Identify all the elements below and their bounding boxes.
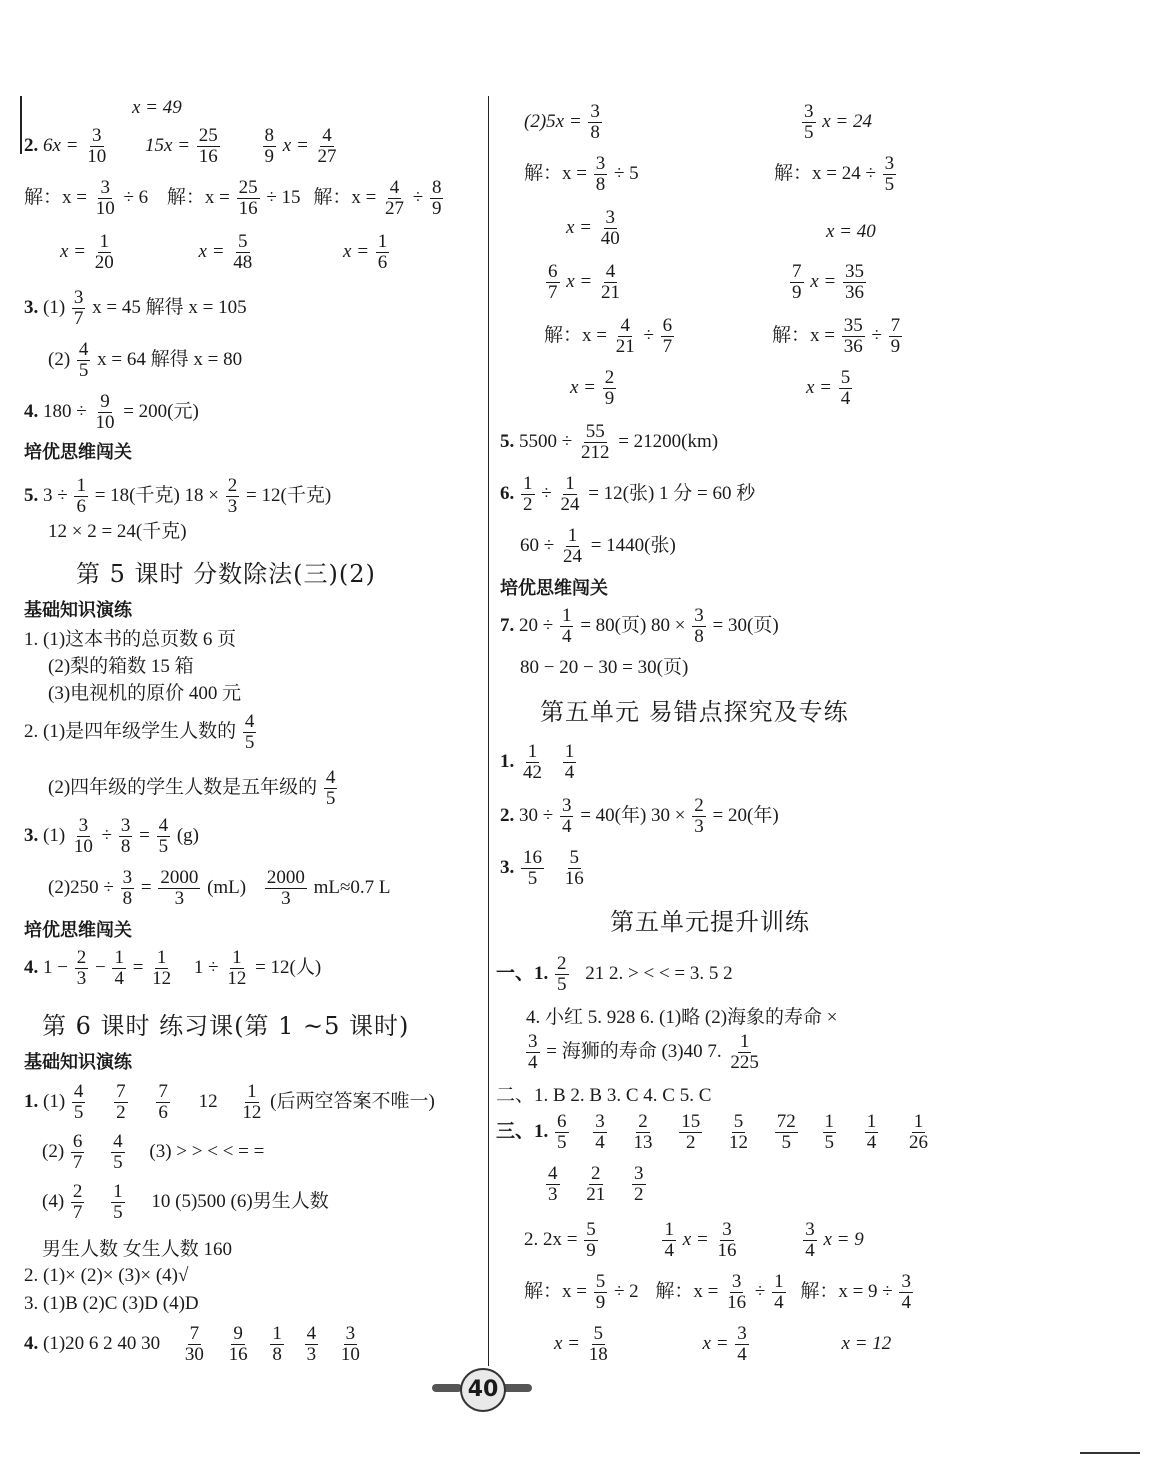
fraction: $\frac{7}{6}$ (158, 1081, 168, 1123)
fraction: $\frac{9}{10}$ (95, 391, 115, 433)
fraction: $\frac{1}{5}$ (113, 1181, 123, 1223)
section-heading: 培优思维闯关 (24, 442, 132, 463)
fraction: $\frac{1}{12}$ (227, 947, 247, 989)
question-2-result: x = $\frac{1}{20}$ x = $\frac{5}{48}$ x = $\frac{1}{6}$ (60, 231, 388, 273)
fraction: $\frac{2000}{3}$ (266, 867, 305, 909)
r-line-3: x = $\frac{3}{40}$ (566, 207, 620, 249)
fraction: $\frac{3}{4}$ (901, 1271, 911, 1313)
section-heading: 培优思维闯关 (24, 920, 132, 941)
fraction: $\frac{3}{40}$ (600, 207, 620, 249)
fraction: $\frac{4}{5}$ (325, 767, 336, 809)
fraction: $\frac{1}{20}$ (94, 231, 114, 273)
lesson6-q3: 3. (1)B (2)C (3)D (4)D (24, 1293, 199, 1314)
r-line-4: $\frac{6}{7}$ x = $\frac{4}{21}$ (548, 261, 621, 303)
fraction: $\frac{5}{4}$ (840, 367, 851, 409)
fraction: $\frac{3}{8}$ (120, 815, 131, 857)
fraction: $\frac{3}{4}$ (595, 1111, 605, 1153)
fraction: $\frac{3}{7}$ (73, 287, 84, 329)
fraction: $\frac{1}{12}$ (152, 947, 172, 989)
lesson5-q3-b: (2)250 ÷ $\frac{3}{8}$ = $\frac{2000}{3}$ (mL) $\frac{2000}{3}$ mL≈0.7 L (48, 867, 391, 909)
fraction: $\frac{4}{27}$ (385, 177, 405, 219)
fraction: $\frac{4}{5}$ (73, 1081, 84, 1123)
fraction: $\frac{7}{9}$ (792, 261, 802, 303)
training-part-3c: 2. 2x = $\frac{5}{9}$ $\frac{1}{4}$ x = $\frac{3}{16}$ $\frac{3}{4}$ x = 9 (524, 1219, 864, 1261)
fraction: $\frac{8}{9}$ (264, 125, 275, 167)
page-number (432, 1366, 532, 1410)
fraction: $\frac{1}{5}$ (824, 1111, 835, 1153)
corner-line (1080, 1452, 1140, 1454)
r-question-7b: 80 − 20 − 30 = 30(页) (520, 657, 689, 678)
lesson6-q1-d: 男生人数 女生人数 160 (42, 1239, 233, 1260)
training-part-3: 三、1. $\frac{6}{5}$ $\frac{3}{4}$ $\frac{2}{13}$ $\frac{15}{2}$ $\frac{5}{12}$ $\frac{72}{5}$ $\frac{1}{5}$ $\frac{1}{4}$ $\frac{1}{26}$ (496, 1111, 929, 1153)
fraction: $\frac{2}{7}$ (72, 1181, 83, 1223)
fraction: $\frac{25}{16}$ (238, 177, 258, 219)
r-line-2: 解：x = $\frac{3}{8}$ ÷ 5 (524, 153, 639, 195)
fraction: $\frac{2}{3}$ (76, 947, 87, 989)
section-heading: 基础知识演练 (24, 600, 132, 621)
fraction: $\frac{5}{16}$ (564, 847, 584, 889)
question-2-solution: 解：x = $\frac{3}{10}$ ÷ 6 解：x = $\frac{25}{16}$ ÷ 15 解：x = $\frac{4}{27}$ ÷ $\frac{8}{9}$ (24, 177, 442, 219)
lesson5-q4: 4. 1 − $\frac{2}{3}$ − $\frac{1}{4}$ = $\frac{1}{12}$ 1 ÷ $\frac{1}{12}$ = 12(人) (24, 947, 322, 989)
fraction: $\frac{1}{4}$ (664, 1219, 674, 1261)
lesson5-q1-b: (2)梨的箱数 15 箱 (48, 656, 194, 677)
training-part-3d: 解：x = $\frac{5}{9}$ ÷ 2 解：x = $\frac{3}{16}$ ÷ $\frac{1}{4}$ 解：x = 9 ÷ $\frac{3}{4}$ (524, 1271, 911, 1313)
fraction: $\frac{55}{212}$ (580, 421, 610, 463)
lesson5-q1-a: 1. (1)这本书的总页数 6 页 (24, 629, 237, 650)
page-number-ornament-right (502, 1384, 532, 1392)
training-part-1: 一、1. $\frac{2}{5}$ 21 2. > < < = 3. 5 2 (496, 953, 733, 995)
fraction: $\frac{8}{9}$ (431, 177, 442, 219)
column-divider (488, 96, 489, 1366)
fraction: $\frac{5}{18}$ (588, 1323, 608, 1365)
fraction: $\frac{1}{8}$ (272, 1323, 282, 1365)
fraction: $\frac{2}{3}$ (694, 795, 704, 837)
lesson5-q1-c: (3)电视机的原价 400 元 (48, 683, 242, 704)
fraction: $\frac{1}{2}$ (523, 473, 533, 515)
r-line-1: (2)5x = $\frac{3}{8}$ (524, 101, 600, 143)
fraction: $\frac{9}{16}$ (228, 1323, 248, 1365)
fraction: $\frac{5}{9}$ (595, 1271, 606, 1313)
fraction: $\frac{6}{5}$ (557, 1111, 567, 1153)
question-5: 5. 3 ÷ $\frac{1}{6}$ = 18(千克) 18 × $\frac{2}{3}$ = 12(千克) (24, 475, 332, 517)
fraction: $\frac{1}{6}$ (377, 231, 388, 273)
fraction: $\frac{4}{27}$ (317, 125, 337, 167)
r-line-4b: $\frac{7}{9}$ x = $\frac{35}{36}$ (792, 261, 865, 303)
lesson6-q2: 2. (1)× (2)× (3)× (4)√ (24, 1265, 189, 1286)
r-question-6b: 60 ÷ $\frac{1}{24}$ = 1440(张) (520, 525, 676, 567)
fraction: $\frac{1}{4}$ (561, 605, 572, 647)
fraction: $\frac{16}{5}$ (523, 847, 542, 889)
r-question-6: 6. $\frac{1}{2}$ ÷ $\frac{1}{24}$ = 12(张) 1 分 = 60 秒 (500, 473, 756, 515)
fraction: $\frac{6}{7}$ (548, 261, 558, 303)
lesson5-q2-b: (2)四年级的学生人数是五年级的 $\frac{4}{5}$ (48, 767, 336, 809)
fraction: $\frac{7}{9}$ (890, 315, 901, 357)
training-part-1c: $\frac{3}{4}$ = 海狮的寿命 (3)40 7. $\frac{1}{225}$ (528, 1031, 759, 1073)
fraction: $\frac{3}{2}$ (634, 1163, 644, 1205)
lesson6-q1-c: (4) $\frac{2}{7}$ $\frac{1}{5}$ 10 (5)500 (6)男生人数 (42, 1181, 329, 1223)
fraction: $\frac{4}{3}$ (306, 1323, 317, 1365)
fraction: $\frac{5}{9}$ (586, 1219, 596, 1261)
unit5-q3: 3. $\frac{16}{5}$ $\frac{5}{16}$ (500, 847, 584, 889)
fraction: $\frac{3}{5}$ (804, 101, 814, 143)
lesson5-q3-a: 3. (1) $\frac{3}{10}$ ÷ $\frac{3}{8}$ = $\frac{4}{5}$ (g) (24, 815, 199, 857)
fraction: $\frac{3}{10}$ (340, 1323, 360, 1365)
question-4: 4. 180 ÷ $\frac{9}{10}$ = 200(元) (24, 391, 199, 433)
question-2: 2. 6x = $\frac{3}{10}$ 15x = $\frac{25}{16}$ $\frac{8}{9}$ x = $\frac{4}{27}$ (24, 125, 337, 167)
fraction: $\frac{5}{12}$ (729, 1111, 749, 1153)
fraction: $\frac{2}{13}$ (633, 1111, 653, 1153)
question-3-2: (2) $\frac{4}{5}$ x = 64 解得 x = 80 (48, 339, 243, 381)
fraction: $\frac{1}{4}$ (866, 1111, 877, 1153)
unit-5-training-title: 第五单元提升训练 (610, 908, 810, 936)
fraction: $\frac{7}{30}$ (184, 1323, 204, 1365)
fraction: $\frac{3}{16}$ (717, 1219, 737, 1261)
fraction: $\frac{6}{7}$ (72, 1131, 83, 1173)
r-question-7: 7. 20 ÷ $\frac{1}{4}$ = 80(页) 80 × $\frac{3}{8}$ = 30(页) (500, 605, 779, 647)
fraction: $\frac{2000}{3}$ (160, 867, 199, 909)
question-3-1: 3. (1) $\frac{3}{7}$ x = 45 解得 x = 105 (24, 287, 247, 329)
fraction: $\frac{4}{3}$ (548, 1163, 558, 1205)
training-part-3b (544, 1164, 648, 1205)
lesson-5-title: 第 5 课时 分数除法(三)(2) (76, 560, 376, 588)
fraction: $\frac{2}{9}$ (604, 367, 615, 409)
fraction: $\frac{1}{26}$ (909, 1111, 929, 1153)
fraction: $\frac{1}{6}$ (76, 475, 86, 517)
answer-line: x = 49 (132, 97, 182, 118)
fraction: $\frac{1}{225}$ (730, 1031, 759, 1073)
fraction: $\frac{6}{7}$ (662, 315, 673, 357)
fraction: $\frac{1}{4}$ (114, 947, 124, 989)
fraction: $\frac{2}{5}$ (557, 953, 567, 995)
fraction: $\frac{4}{5}$ (244, 711, 255, 753)
training-part-1b: 4. 小红 5. 928 6. (1)略 (2)海象的寿命 × (526, 1007, 838, 1028)
page-number-badge: 40 (460, 1368, 506, 1412)
fraction: $\frac{1}{4}$ (564, 741, 575, 783)
fraction: $\frac{4}{21}$ (615, 315, 635, 357)
r-line-6b: x = $\frac{5}{4}$ (806, 367, 851, 409)
fraction: $\frac{4}{5}$ (158, 815, 169, 857)
lesson6-q1-a: 1. (1) $\frac{4}{5}$ $\frac{7}{2}$ $\frac{7}{6}$ 12 $\frac{1}{12}$ (后两空答案不唯一) (24, 1081, 435, 1123)
fraction: $\frac{1}{4}$ (774, 1271, 784, 1313)
fraction: $\frac{3}{4}$ (805, 1219, 815, 1261)
fraction: $\frac{4}{21}$ (601, 261, 621, 303)
r-line-2b: 解：x = 24 ÷ $\frac{3}{5}$ (774, 153, 895, 195)
fraction: $\frac{3}{8}$ (122, 867, 133, 909)
lesson5-q2-a: 2. (1)是四年级学生人数的 $\frac{4}{5}$ (24, 711, 255, 753)
training-part-2: 二、1. B 2. B 3. C 4. C 5. C (496, 1085, 712, 1106)
fraction: $\frac{3}{4}$ (561, 795, 572, 837)
fraction: $\frac{72}{5}$ (776, 1111, 796, 1153)
fraction: $\frac{3}{5}$ (884, 153, 895, 195)
r-line-5: 解：x = $\frac{4}{21}$ ÷ $\frac{6}{7}$ (544, 315, 673, 357)
fraction: $\frac{3}{8}$ (590, 101, 600, 143)
r-line-1b: $\frac{3}{5}$ x = 24 (804, 101, 873, 143)
unit5-q2: 2. 30 ÷ $\frac{3}{4}$ = 40(年) 30 × $\frac{2}{3}$ = 20(年) (500, 795, 779, 837)
fraction: $\frac{3}{4}$ (737, 1323, 747, 1365)
lesson-6-title: 第 6 课时 练习课(第 1 ~5 课时) (42, 1012, 410, 1040)
r-question-5: 5. 5500 ÷ $\frac{55}{212}$ = 21200(km) (500, 421, 719, 463)
lesson6-q1-b: (2) $\frac{6}{7}$ $\frac{4}{5}$ (3) > > < < = = (42, 1131, 265, 1173)
page-number-ornament-left (432, 1384, 462, 1392)
margin-mark (20, 96, 22, 154)
fraction: $\frac{5}{48}$ (233, 231, 253, 273)
fraction: $\frac{3}{10}$ (73, 815, 93, 857)
fraction: $\frac{4}{5}$ (78, 339, 89, 381)
training-part-3e: x = $\frac{5}{18}$ x = $\frac{3}{4}$ x = 12 (554, 1323, 892, 1365)
r-line-3b: x = 40 (826, 221, 876, 242)
question-5-line2: 12 × 2 = 24(千克) (48, 521, 187, 542)
fraction: $\frac{3}{4}$ (528, 1031, 538, 1073)
section-heading: 基础知识演练 (24, 1052, 132, 1073)
fraction: $\frac{3}{8}$ (694, 605, 704, 647)
fraction: $\frac{1}{42}$ (523, 741, 542, 783)
fraction: $\frac{3}{16}$ (727, 1271, 747, 1313)
fraction: $\frac{3}{10}$ (95, 177, 115, 219)
fraction: $\frac{4}{5}$ (113, 1131, 123, 1173)
fraction: $\frac{35}{36}$ (845, 261, 865, 303)
fraction: $\frac{3}{8}$ (595, 153, 606, 195)
fraction: $\frac{15}{2}$ (681, 1111, 701, 1153)
fraction: $\frac{1}{24}$ (562, 525, 582, 567)
unit5-q1: 1. $\frac{1}{42}$ $\frac{1}{4}$ (500, 741, 575, 783)
fraction: $\frac{2}{21}$ (586, 1163, 606, 1205)
fraction: $\frac{7}{2}$ (116, 1081, 126, 1123)
fraction: $\frac{3}{10}$ (87, 125, 107, 167)
unit-5-errors-title: 第五单元 易错点探究及专练 (540, 698, 849, 726)
r-line-6: x = $\frac{2}{9}$ (570, 367, 615, 409)
fraction: $\frac{1}{24}$ (560, 473, 580, 515)
r-line-5b: 解：x = $\frac{35}{36}$ ÷ $\frac{7}{9}$ (772, 315, 901, 357)
fraction: $\frac{25}{16}$ (198, 125, 218, 167)
section-heading: 培优思维闯关 (500, 578, 608, 599)
fraction: $\frac{35}{36}$ (843, 315, 863, 357)
fraction: $\frac{1}{12}$ (242, 1081, 262, 1123)
lesson6-q4: 4. (1)20 6 2 40 30 $\frac{7}{30}$ $\frac{9}{16}$ $\frac{1}{8}$ $\frac{4}{3}$ $\frac{3}{10}$ (24, 1323, 360, 1365)
fraction: $\frac{2}{3}$ (227, 475, 238, 517)
